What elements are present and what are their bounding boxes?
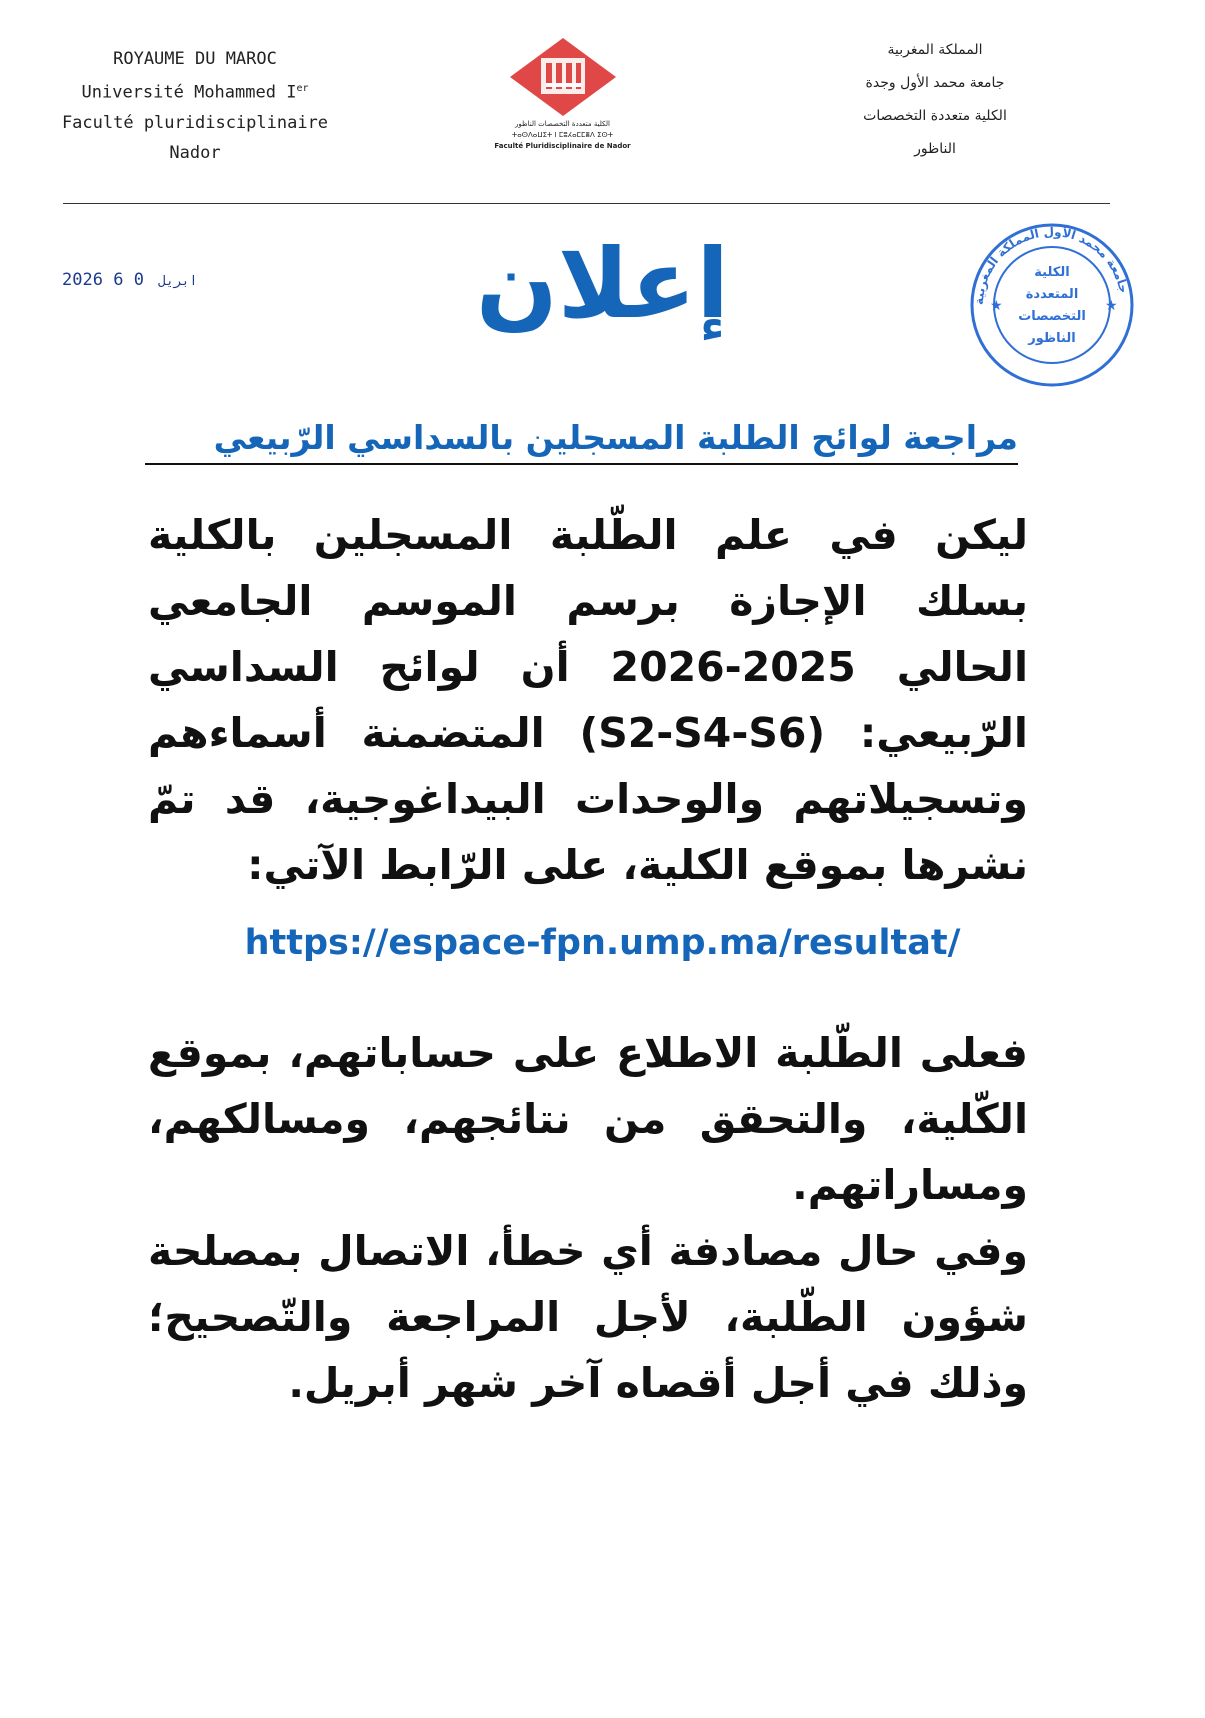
announcement-subtitle: مراجعة لوائح الطلبة المسجلين بالسداسي الرّبيعي — [145, 418, 1018, 465]
header-fr-line2: Université Mohammed Ier — [81, 82, 309, 103]
stamp-line-1: الكلية — [1034, 265, 1070, 280]
stamp-ring-text: جامعة محمد الأول المملكة المغربية — [971, 224, 1131, 306]
header-fr-line4: Nador — [169, 142, 221, 163]
header-ar-line2: جامعة محمد الأول وجدة — [865, 75, 1005, 91]
stamp-line-3: التخصصات — [1018, 309, 1086, 324]
header-ar-line1: المملكة المغربية — [887, 42, 983, 58]
body-paragraph-3: وفي حال مصادفة أي خطأ، الاتصال بمصلحة شؤون الطّلبة، لأجل المراجعة والتّصحيح؛ وذلك في أجل أقصاه آخر شهر أبريل. — [148, 1227, 1028, 1407]
stamp-line-4: الناظور — [1028, 331, 1076, 346]
date-year: 2026 — [62, 270, 103, 290]
results-link[interactable]: https://espace-fpn.ump.ma/resultat/ — [244, 923, 961, 963]
faculty-logo — [480, 36, 645, 171]
logo-caption-fr: Faculté Pluridisciplinaire de Nador — [494, 142, 631, 150]
faculty-logo-icon — [508, 36, 618, 118]
header-ar-line4: الناظور — [914, 141, 956, 157]
logo-caption-ar: الكلية متعددة التخصصات الناظور — [515, 120, 610, 128]
date-day: 0 6 — [113, 270, 144, 290]
header-ar-line3: الكلية متعددة التخصصات — [863, 108, 1007, 124]
header-french — [60, 44, 330, 168]
body-paragraph-1: ليكن في علم الطّلبة المسجلين بالكلية بسلك الإجازة برسم الموسم الجامعي الحالي 2025-2026 أن لوائح السداسي الرّبيعي: (S2-S4-S6) المتضمنة أسماءهم وتسجيلاتهم والوحدات البيداغوجية، قد تمّ نشرها بموقع الكلية، على الرّابط الآتي: — [148, 511, 1028, 889]
date-month: ابريل — [158, 274, 198, 289]
stamp-star-icon: ★ — [990, 298, 1003, 314]
body-paragraph-2: فعلى الطّلبة الاطلاع على حساباتهم، بموقع الكّلية، والتحقق من نتائجهم، ومسالكهم، ومساراتهم. — [148, 1029, 1028, 1209]
logo-caption-tifinagh: ⵜⴰⵙⴷⴰⵡⵉⵜ ⵏ ⵎⵓⵃⴰⵎⵎⴻⴷ ⵉⵙⵜ — [511, 131, 614, 139]
header-arabic — [820, 34, 1050, 166]
header-fr-line1: ROYAUME DU MAROC — [113, 49, 277, 69]
stamp-line-2: المتعددة — [1025, 287, 1079, 302]
header-fr-line3: Faculté pluridisciplinaire — [61, 112, 329, 133]
stamp-star-icon: ★ — [1105, 298, 1118, 314]
announcement-title: إعلان — [475, 228, 730, 340]
header-divider — [63, 203, 1110, 204]
